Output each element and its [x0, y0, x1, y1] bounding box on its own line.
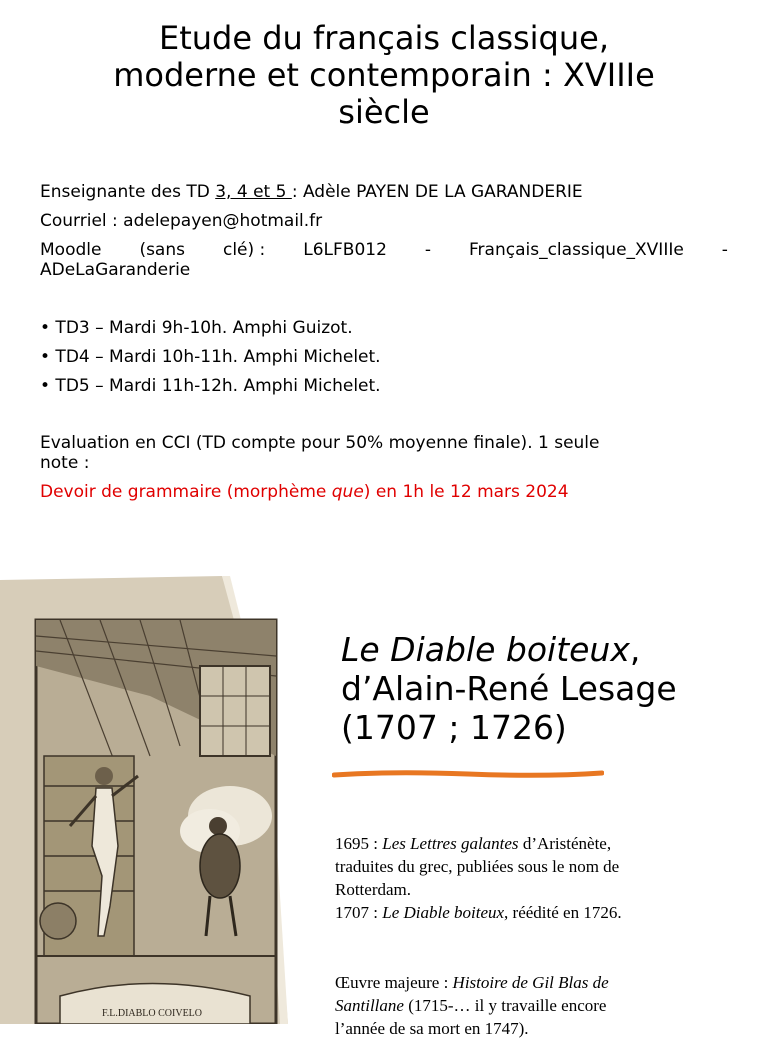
- book-title-line-3: (1707 ; 1726): [341, 708, 567, 747]
- note-italic: Le Diable boiteux: [382, 903, 505, 922]
- page-title: [60, 20, 708, 131]
- note-1-line-3: Rotterdam.: [335, 880, 412, 899]
- teacher-prefix: Enseignante des TD: [40, 182, 216, 202]
- book-title-line-1: [341, 630, 741, 669]
- note-italic: Les Lettres galantes: [382, 834, 519, 853]
- book-title-line-2: d’Alain-René Lesage: [341, 669, 677, 708]
- note-italic: Santillane: [335, 996, 404, 1015]
- note-3-line-3: l’année de sa mort en 1747).: [335, 1019, 529, 1038]
- moodle-word: (sans: [139, 240, 185, 260]
- moodle-word: -: [424, 240, 432, 260]
- evaluation-line-2: note :: [40, 453, 90, 473]
- teacher-line: [40, 182, 583, 202]
- exam-notice: [40, 482, 569, 502]
- moodle-word: Français_classique_XVIIIe: [469, 240, 684, 260]
- schedule-item: • TD3 – Mardi 9h-10h. Amphi Guizot.: [40, 318, 353, 338]
- note-1-line-1: [335, 832, 755, 855]
- note-text: (1715-… il y travaille encore: [403, 996, 607, 1015]
- engraving-image: [0, 576, 288, 1024]
- book-title: [341, 630, 741, 747]
- note-3-line-1: [335, 971, 755, 994]
- title-line-2: moderne et contemporain : XVIIIe: [113, 56, 655, 94]
- note-text: Œuvre majeure :: [335, 973, 453, 992]
- note-text: 1695 :: [335, 834, 383, 853]
- note-2-line: [335, 901, 755, 924]
- book-title-comma: ,: [629, 630, 641, 669]
- note-text: , réédité en 1726.: [504, 903, 622, 922]
- moodle-row: [40, 240, 728, 260]
- book-title-italic: Le Diable boiteux: [341, 630, 630, 669]
- note-text: 1707 :: [335, 903, 383, 922]
- exam-italic: que: [331, 482, 364, 502]
- note-3-line-2: [335, 994, 755, 1017]
- schedule-item: • TD5 – Mardi 11h-12h. Amphi Michelet.: [40, 376, 381, 396]
- note-paragraph-1: [335, 832, 755, 924]
- note-text: d’Aristénète,: [518, 834, 612, 853]
- evaluation-text: [40, 433, 690, 473]
- moodle-word: Moodle: [40, 240, 102, 260]
- teacher-groups: 3, 4 et 5: [215, 182, 292, 202]
- exam-suffix: ) en 1h le 12 mars 2024: [363, 482, 569, 502]
- note-paragraph-2: [335, 971, 755, 1040]
- moodle-line: [40, 240, 728, 280]
- schedule-item: • TD4 – Mardi 10h-11h. Amphi Michelet.: [40, 347, 381, 367]
- note-italic: Histoire de Gil Blas de: [452, 973, 609, 992]
- note-1-line-2: traduites du grec, publiées sous le nom de: [335, 857, 620, 876]
- title-line-3: siècle: [338, 93, 430, 131]
- moodle-word: -: [721, 240, 728, 260]
- moodle-word: L6LFB012: [303, 240, 387, 260]
- accent-rule: [332, 768, 604, 780]
- email-line: Courriel : adelepayen@hotmail.fr: [40, 211, 323, 231]
- evaluation-line-1: Evaluation en CCI (TD compte pour 50% moyenne finale). 1 seule: [40, 433, 600, 453]
- engraving-caption: F.L.DIABLO COIVELO: [101, 1008, 203, 1019]
- moodle-line-2: ADeLaGaranderie: [40, 260, 191, 280]
- exam-prefix: Devoir de grammaire (morphème: [40, 482, 332, 502]
- teacher-name: : Adèle PAYEN DE LA GARANDERIE: [291, 182, 583, 202]
- title-line-1: Etude du français classique,: [158, 19, 609, 57]
- moodle-word: clé) :: [222, 240, 266, 260]
